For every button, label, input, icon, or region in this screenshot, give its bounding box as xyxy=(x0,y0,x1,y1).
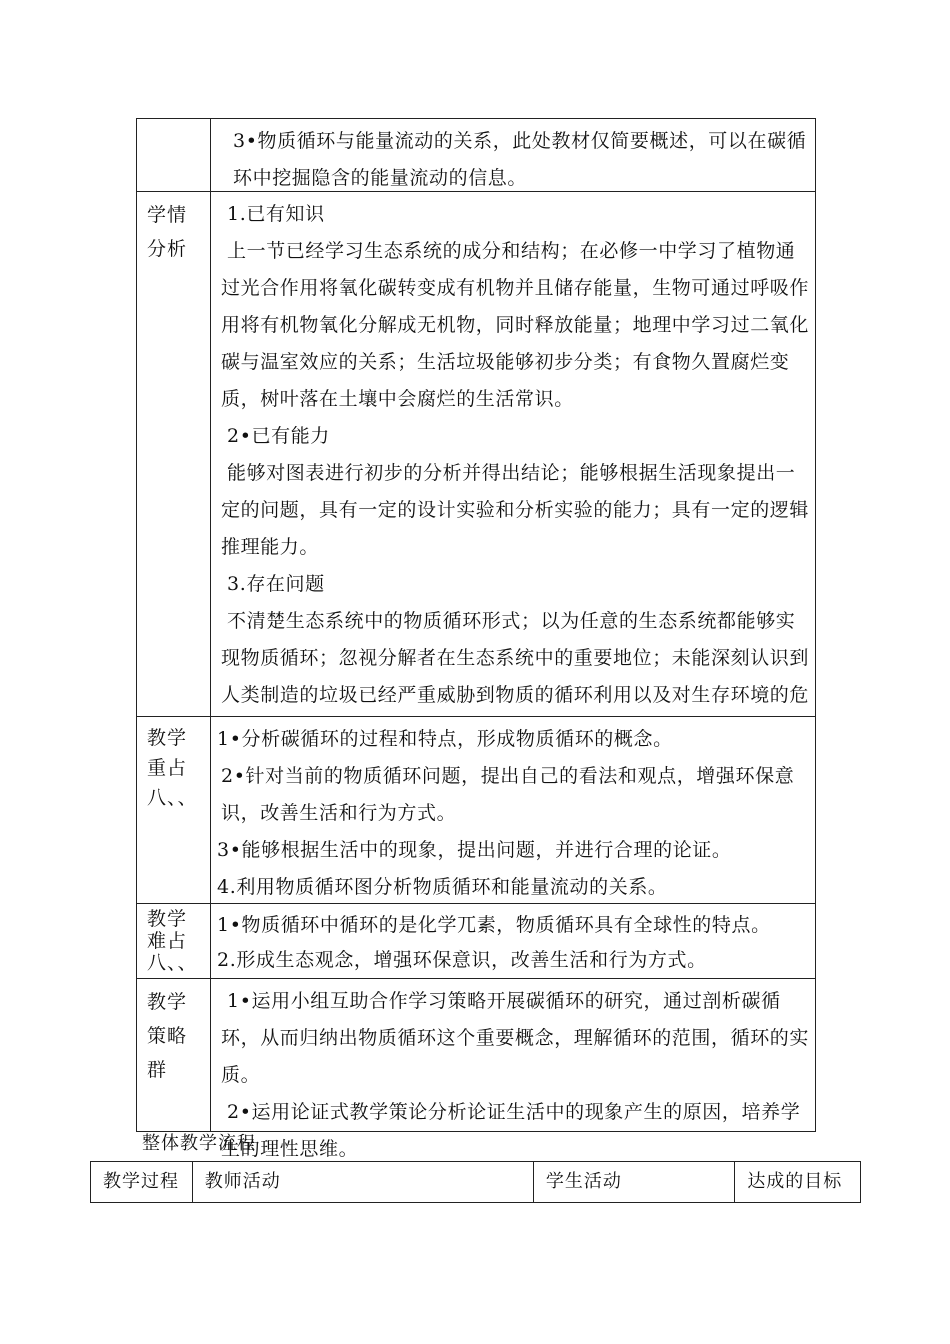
row-content xyxy=(211,119,815,191)
section-title: 整体教学流程 xyxy=(142,1133,256,1154)
paragraph: 2.形成生态观念，增强环保意识，改善生活和行为方式。 xyxy=(217,949,707,971)
paragraph: 2•运用论证式教学策论分析论证生活中的现象产生的原因，培养学生的理性思维。 xyxy=(221,1101,801,1160)
paragraph: 1•分析碳循环的过程和特点，形成物质循环的概念。 xyxy=(217,728,673,750)
row-content xyxy=(211,979,815,1160)
paragraph: 上一节已经学习生态系统的成分和结构；在必修一中学习了植物通过光合作用将氧化碳转变成有机物并且储存能量，生物可通过呼吸作用将有机物氧化分解成无机物，同时释放能量；地理中学习过二氧化碳与温室效应的关系；生活垃圾能够初步分类；有食物久置腐烂变质，树叶落在土壤中会腐烂的生活常识。 xyxy=(221,240,810,410)
table-row xyxy=(136,118,816,192)
table-row xyxy=(136,716,816,904)
row-content xyxy=(211,192,815,716)
paragraph: 3.存在问题 xyxy=(227,573,325,595)
row-label xyxy=(137,119,211,191)
paragraph: 1•运用小组互助合作学习策略开展碳循环的研究，通过剖析碳循环，从而归纳出物质循环这个重要概念，理解循环的范围，循环的实质。 xyxy=(221,990,810,1086)
row-label: 教学重占八、、 xyxy=(137,717,211,903)
row-label: 教学难占八、、 xyxy=(137,904,211,978)
row-content xyxy=(211,904,815,978)
paragraph: 2•已有能力 xyxy=(227,425,330,447)
table-row xyxy=(136,191,816,717)
paragraph: 3•物质循环与能量流动的关系，此处教材仅简要概述，可以在碳循环中挖掘隐含的能量流动的信息。 xyxy=(233,130,807,189)
paragraph: 4.利用物质循环图分析物质循环和能量流动的关系。 xyxy=(217,876,668,898)
row-content xyxy=(211,717,815,903)
header-cell-student: 学生活动 xyxy=(534,1162,735,1202)
header-cell-goal: 达成的目标 xyxy=(747,1171,843,1192)
row-label: 学情分析 xyxy=(137,192,211,716)
paragraph: 能够对图表进行初步的分析并得出结论；能够根据生活现象提出一定的问题，具有一定的设计实验和分析实验的能力；具有一定的逻辑推理能力。 xyxy=(221,462,810,558)
header-cell-teacher: 教师活动 xyxy=(193,1162,534,1202)
paragraph: 2•针对当前的物质循环问题，提出自己的看法和观点，增强环保意识，改善生活和行为方式。 xyxy=(221,765,795,824)
table-row xyxy=(136,903,816,979)
row-label: 教学策略群 xyxy=(137,979,211,1131)
flow-table-header xyxy=(90,1161,861,1203)
paragraph: 1•物质循环中循环的是化学兀素，物质循环具有全球性的特点。 xyxy=(217,914,771,936)
paragraph: 不清楚生态系统中的物质循环形式；以为任意的生态系统都能够实现物质循环；忽视分解者在生态系统中的重要地位；未能深刻认识到人类制造的垃圾已经严重威胁到物质的循环利用以及对生存环境的危 xyxy=(221,610,810,706)
paragraph: 1.已有知识 xyxy=(227,203,325,225)
header-cell-process: 教学过程 xyxy=(91,1162,193,1202)
paragraph: 3•能够根据生活中的现象，提出问题，并进行合理的论证。 xyxy=(217,839,732,861)
